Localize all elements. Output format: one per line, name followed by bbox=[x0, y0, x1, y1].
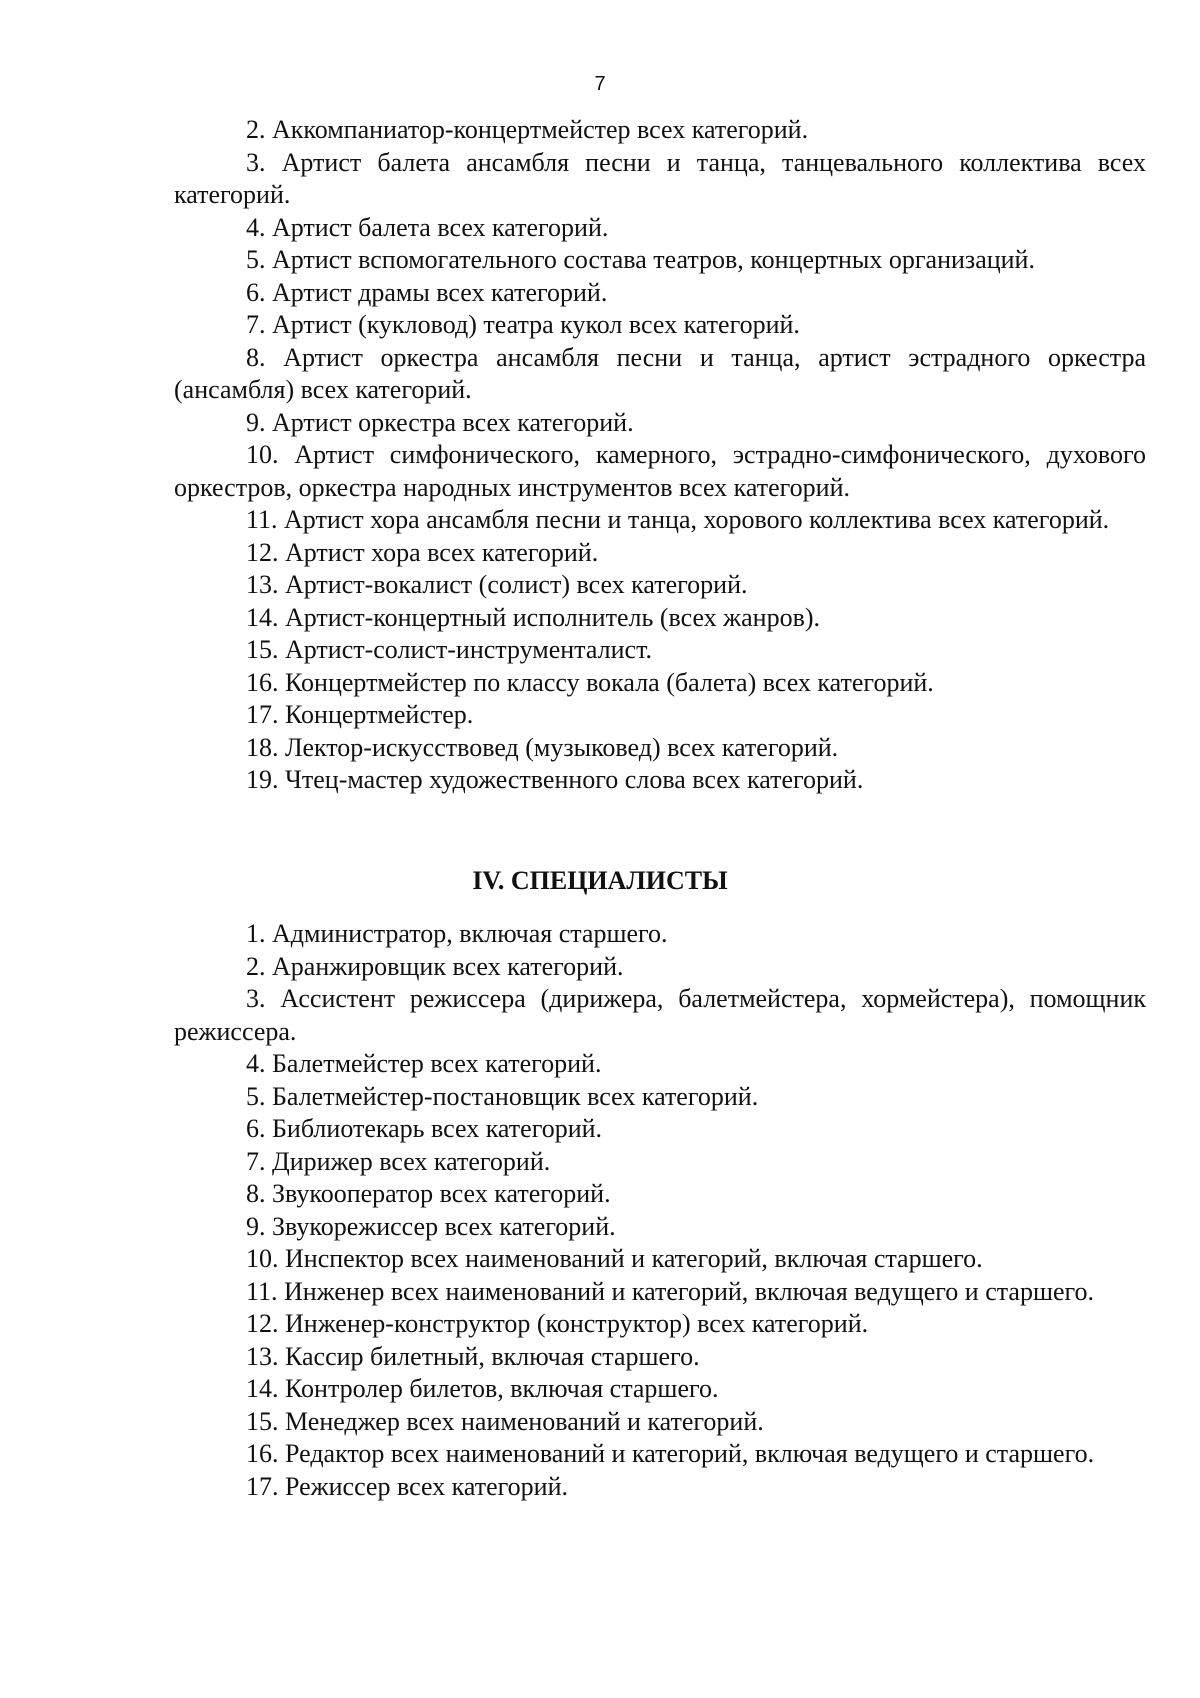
positions-list-specialists bbox=[174, 918, 1146, 1503]
list-item: 11. Артист хора ансамбля песни и танца, хорового коллектива всех категорий. bbox=[246, 505, 1110, 534]
list-item: 8. Артист оркестра ансамбля песни и танца, артист эстрадного оркестра (ансамбля) всех категорий. bbox=[174, 342, 1146, 404]
list-item: 13. Кассир билетный, включая старшего. bbox=[246, 1341, 700, 1371]
list-item: 9. Звукорежиссер всех категорий. bbox=[246, 1211, 616, 1241]
list-item: 2. Аккомпаниатор-концертмейстер всех категорий. bbox=[246, 115, 809, 144]
list-item: 12. Инженер-конструктор (конструктор) всех категорий. bbox=[246, 1309, 869, 1338]
list-item: 13. Артист-вокалист (солист) всех категорий. bbox=[246, 570, 748, 599]
list-item: 18. Лектор-искусствовед (музыковед) всех категорий. bbox=[246, 732, 839, 762]
list-item: 19. Чтец-мастер художественного слова всех категорий. bbox=[246, 765, 864, 794]
list-item: 7. Дирижер всех категорий. bbox=[246, 1146, 551, 1176]
section-heading: IV. СПЕЦИАЛИСТЫ bbox=[472, 866, 728, 895]
list-item: 17. Режиссер всех категорий. bbox=[246, 1471, 569, 1501]
list-item: 14. Контролер билетов, включая старшего. bbox=[246, 1374, 719, 1403]
list-item: 15. Менеджер всех наименований и категорий. bbox=[246, 1406, 764, 1436]
list-item: 8. Звукооператор всех категорий. bbox=[246, 1179, 611, 1208]
list-item: 3. Ассистент режиссера (дирижера, балетмейстера, хормейстера), помощник режиссера. bbox=[174, 984, 1146, 1046]
list-item: 3. Артист балета ансамбля песни и танца, танцевального коллектива всех категорий. bbox=[174, 147, 1146, 209]
list-item: 16. Концертмейстер по классу вокала (балета) всех категорий. bbox=[246, 667, 934, 697]
list-item: 5. Балетмейстер-постановщик всех категорий. bbox=[246, 1081, 759, 1111]
list-item: 7. Артист (кукловод) театра кукол всех категорий. bbox=[246, 310, 800, 339]
list-item: 4. Балетмейстер всех категорий. bbox=[246, 1049, 602, 1078]
positions-list-artists bbox=[174, 114, 1146, 797]
list-item: 10. Артист симфонического, камерного, эстрадно-симфонического, духового оркестров, оркестра народных инструментов всех категорий. bbox=[174, 440, 1146, 502]
list-item: 17. Концертмейстер. bbox=[246, 700, 474, 729]
list-item: 11. Инженер всех наименований и категорий, включая ведущего и старшего. bbox=[246, 1276, 1095, 1306]
list-item: 5. Артист вспомогательного состава театров, концертных организаций. bbox=[246, 245, 1035, 274]
list-item: 16. Редактор всех наименований и категорий, включая ведущего и старшего. bbox=[246, 1439, 1095, 1468]
list-item: 15. Артист-солист-инструменталист. bbox=[246, 635, 652, 664]
list-item: 6. Библиотекарь всех категорий. bbox=[246, 1114, 603, 1143]
list-item: 4. Артист балета всех категорий. bbox=[246, 212, 609, 242]
list-item: 1. Администратор, включая старшего. bbox=[246, 919, 668, 948]
page-number: 7 bbox=[594, 73, 606, 95]
list-item: 12. Артист хора всех категорий. bbox=[246, 537, 599, 567]
list-item: 14. Артист-концертный исполнитель (всех жанров). bbox=[246, 602, 821, 632]
list-item: 6. Артист драмы всех категорий. bbox=[246, 277, 608, 307]
list-item: 9. Артист оркестра всех категорий. bbox=[246, 407, 634, 437]
list-item: 2. Аранжировщик всех категорий. bbox=[246, 951, 624, 981]
list-item: 10. Инспектор всех наименований и категорий, включая старшего. bbox=[246, 1244, 983, 1273]
